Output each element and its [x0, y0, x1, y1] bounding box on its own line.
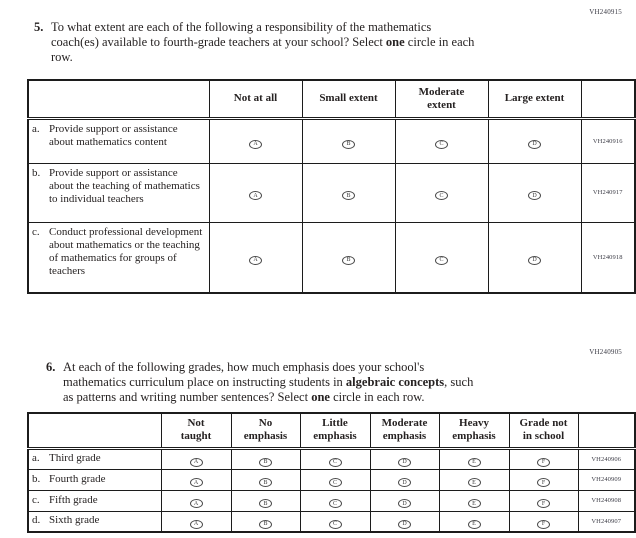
answer-circle[interactable]: D [528, 140, 541, 149]
row-label-cell: b. Fourth grade [28, 469, 161, 490]
row-label-cell: c. Conduct professional development about mathematics or the teaching of mathematics for groups of teachers [28, 222, 209, 293]
column-header-not-at-all: Not at all [209, 80, 302, 118]
answer-circle[interactable]: A [249, 256, 262, 265]
question5-number: 5. [34, 20, 44, 34]
answer-circle[interactable]: A [249, 140, 262, 149]
row-label-cell: b. Provide support or assistance about the teaching of mathematics to individual teachers [28, 163, 209, 222]
answer-circle[interactable]: C [329, 520, 342, 529]
q6-empty-header [28, 413, 161, 448]
table-row [28, 118, 635, 163]
row-code: VH240907 [578, 511, 635, 532]
answer-circle[interactable]: B [342, 191, 355, 200]
answer-circle[interactable]: F [537, 458, 550, 467]
column-header-moderate-emphasis: Moderate emphasis [370, 413, 439, 448]
row-label-cell: d. Sixth grade [28, 511, 161, 532]
answer-circle[interactable]: A [190, 478, 203, 487]
column-header-grade-not-in-school: Grade not in school [509, 413, 578, 448]
answer-circle[interactable]: D [528, 256, 541, 265]
answer-circle[interactable]: C [329, 499, 342, 508]
column-header-no-emphasis: No emphasis [231, 413, 300, 448]
column-header-moderate-extent: Moderate extent [395, 80, 488, 118]
question5-form-code: VH240915 [589, 8, 622, 16]
question6-text [63, 360, 473, 405]
table-row [28, 222, 635, 293]
answer-circle[interactable]: B [259, 499, 272, 508]
answer-circle[interactable]: D [398, 499, 411, 508]
row-code: VH240906 [578, 448, 635, 469]
answer-circle[interactable]: E [468, 478, 481, 487]
row-code: VH240909 [578, 469, 635, 490]
answer-circle[interactable]: A [190, 520, 203, 529]
answer-circle[interactable]: D [398, 478, 411, 487]
answer-circle[interactable]: A [190, 499, 203, 508]
question5-line1: To what extent are each of the following a responsibility of the mathematics [51, 20, 432, 34]
answer-circle[interactable]: B [259, 520, 272, 529]
row-code: VH240918 [581, 222, 635, 293]
answer-circle[interactable]: A [190, 458, 203, 467]
table-row [28, 490, 635, 511]
answer-circle[interactable]: E [468, 520, 481, 529]
answer-circle[interactable]: B [342, 140, 355, 149]
question5-line3: row. [51, 50, 73, 64]
q5-empty-header [28, 80, 209, 118]
answer-circle[interactable]: B [259, 458, 272, 467]
question6-line3: as patterns and writing number sentences? Select one circle in each row. [63, 390, 425, 404]
question5-response-table [27, 79, 636, 294]
answer-circle[interactable]: F [537, 499, 550, 508]
question6-line2: mathematics curriculum place on instructing students in algebraic concepts, such [63, 375, 474, 389]
answer-circle[interactable]: D [398, 458, 411, 467]
column-header-not-taught: Not taught [161, 413, 231, 448]
table-row [28, 448, 635, 469]
answer-circle[interactable]: D [528, 191, 541, 200]
question6-number: 6. [46, 360, 56, 374]
answer-circle[interactable]: F [537, 478, 550, 487]
column-header-little-emphasis: Little emphasis [300, 413, 370, 448]
q6-header-row [28, 413, 635, 448]
q6-code-column-header [578, 413, 635, 448]
answer-circle[interactable]: C [329, 478, 342, 487]
q5-code-column-header [581, 80, 635, 118]
question6 [46, 360, 591, 405]
row-code: VH240908 [578, 490, 635, 511]
question6-line1: At each of the following grades, how much emphasis does your school's [63, 360, 425, 374]
row-code: VH240917 [581, 163, 635, 222]
question5-text [51, 20, 474, 65]
column-header-heavy-emphasis: Heavy emphasis [439, 413, 509, 448]
answer-circle[interactable]: C [435, 140, 448, 149]
question6-response-table [27, 412, 636, 533]
answer-circle[interactable]: D [398, 520, 411, 529]
question6-form-code: VH240905 [589, 348, 622, 356]
question5-line2: coach(es) available to fourth-grade teachers at your school? Select one circle in each [51, 35, 475, 49]
answer-circle[interactable]: A [249, 191, 262, 200]
answer-circle[interactable]: E [468, 458, 481, 467]
column-header-small-extent: Small extent [302, 80, 395, 118]
answer-circle[interactable]: B [259, 478, 272, 487]
answer-circle[interactable]: E [468, 499, 481, 508]
answer-circle[interactable]: C [435, 256, 448, 265]
column-header-large-extent: Large extent [488, 80, 581, 118]
row-code: VH240916 [581, 118, 635, 163]
answer-circle[interactable]: F [537, 520, 550, 529]
table-row [28, 469, 635, 490]
row-label-cell: a. Provide support or assistance about mathematics content [28, 118, 209, 163]
row-label-cell: c. Fifth grade [28, 490, 161, 511]
q5-header-row [28, 80, 635, 118]
question5 [34, 20, 586, 65]
table-row [28, 511, 635, 532]
row-label-cell: a. Third grade [28, 448, 161, 469]
answer-circle[interactable]: B [342, 256, 355, 265]
answer-circle[interactable]: C [329, 458, 342, 467]
table-row [28, 163, 635, 222]
answer-circle[interactable]: C [435, 191, 448, 200]
